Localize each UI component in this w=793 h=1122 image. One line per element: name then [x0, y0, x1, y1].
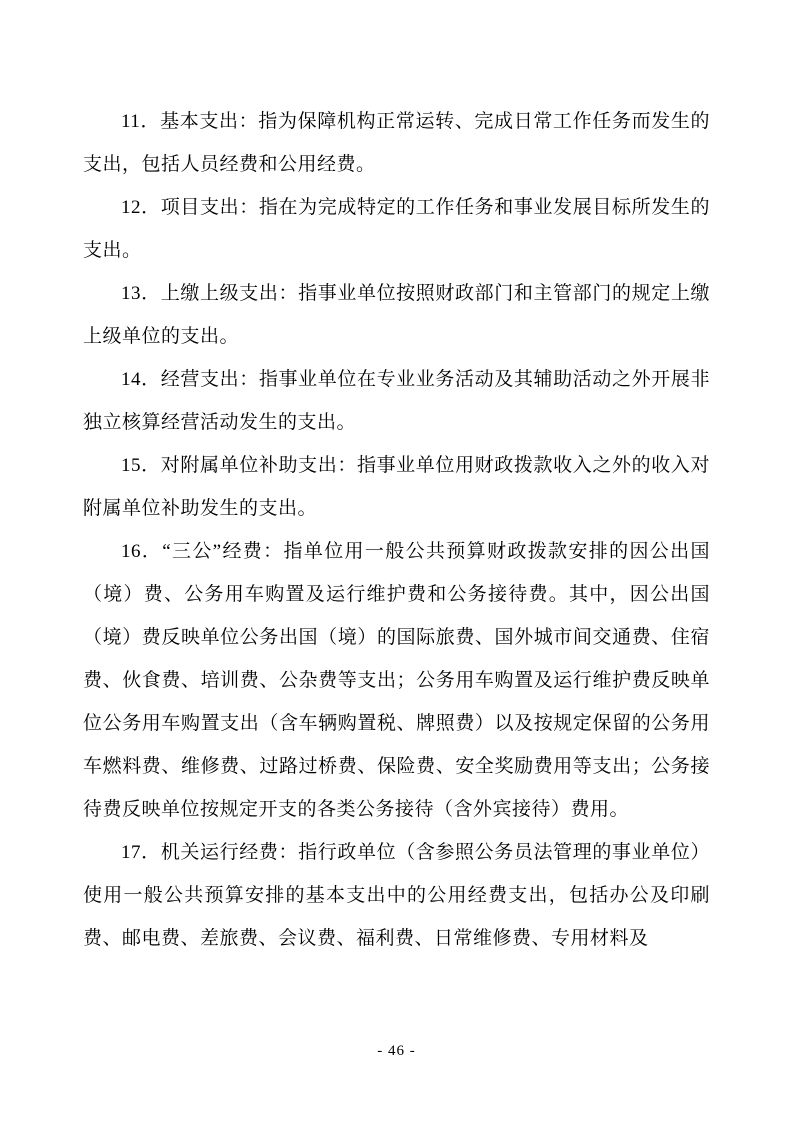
paragraph-item-12: 12．项目支出：指在为完成特定的工作任务和事业发展目标所发生的支出。 [83, 197, 710, 261]
paragraph-item-16: 16．“三公”经费：指单位用一般公共预算财政拨款安排的因公出国（境）费、公务用车购置及运行维护费和公务接待费。其中，因公出国（境）费反映单位公务出国（境）的国际旅费、国外城市间交通费、住宿费、伙食费、培训费、公杂费等支出；公务用车购置及运行维护费反映单位公务用车购置支出（含车辆购置税、牌照费）以及按规定保留的公务用车燃料费、维修费、过路过桥费、保险费、安全奖励费用等支出；公务接待费反映单位按规定开支的各类公务接待（含外宾接待）费用。 [83, 541, 710, 820]
paragraph-item-15: 15．对附属单位补助支出：指事业单位用财政拨款收入之外的收入对附属单位补助发生的支出。 [83, 455, 710, 519]
document-body [83, 100, 710, 960]
paragraph-item-17: 17．机关运行经费：指行政单位（含参照公务员法管理的事业单位）使用一般公共预算安排的基本支出中的公用经费支出，包括办公及印刷费、邮电费、差旅费、会议费、福利费、日常维修费、专用材料及 [83, 842, 710, 949]
page-number: - 46 - [377, 1043, 416, 1059]
paragraph-item-13: 13．上缴上级支出：指事业单位按照财政部门和主管部门的规定上缴上级单位的支出。 [83, 283, 710, 347]
paragraph-item-11: 11．基本支出：指为保障机构正常运转、完成日常工作任务而发生的支出，包括人员经费和公用经费。 [83, 111, 710, 175]
paragraph-item-14: 14．经营支出：指事业单位在专业业务活动及其辅助活动之外开展非独立核算经营活动发生的支出。 [83, 369, 710, 433]
